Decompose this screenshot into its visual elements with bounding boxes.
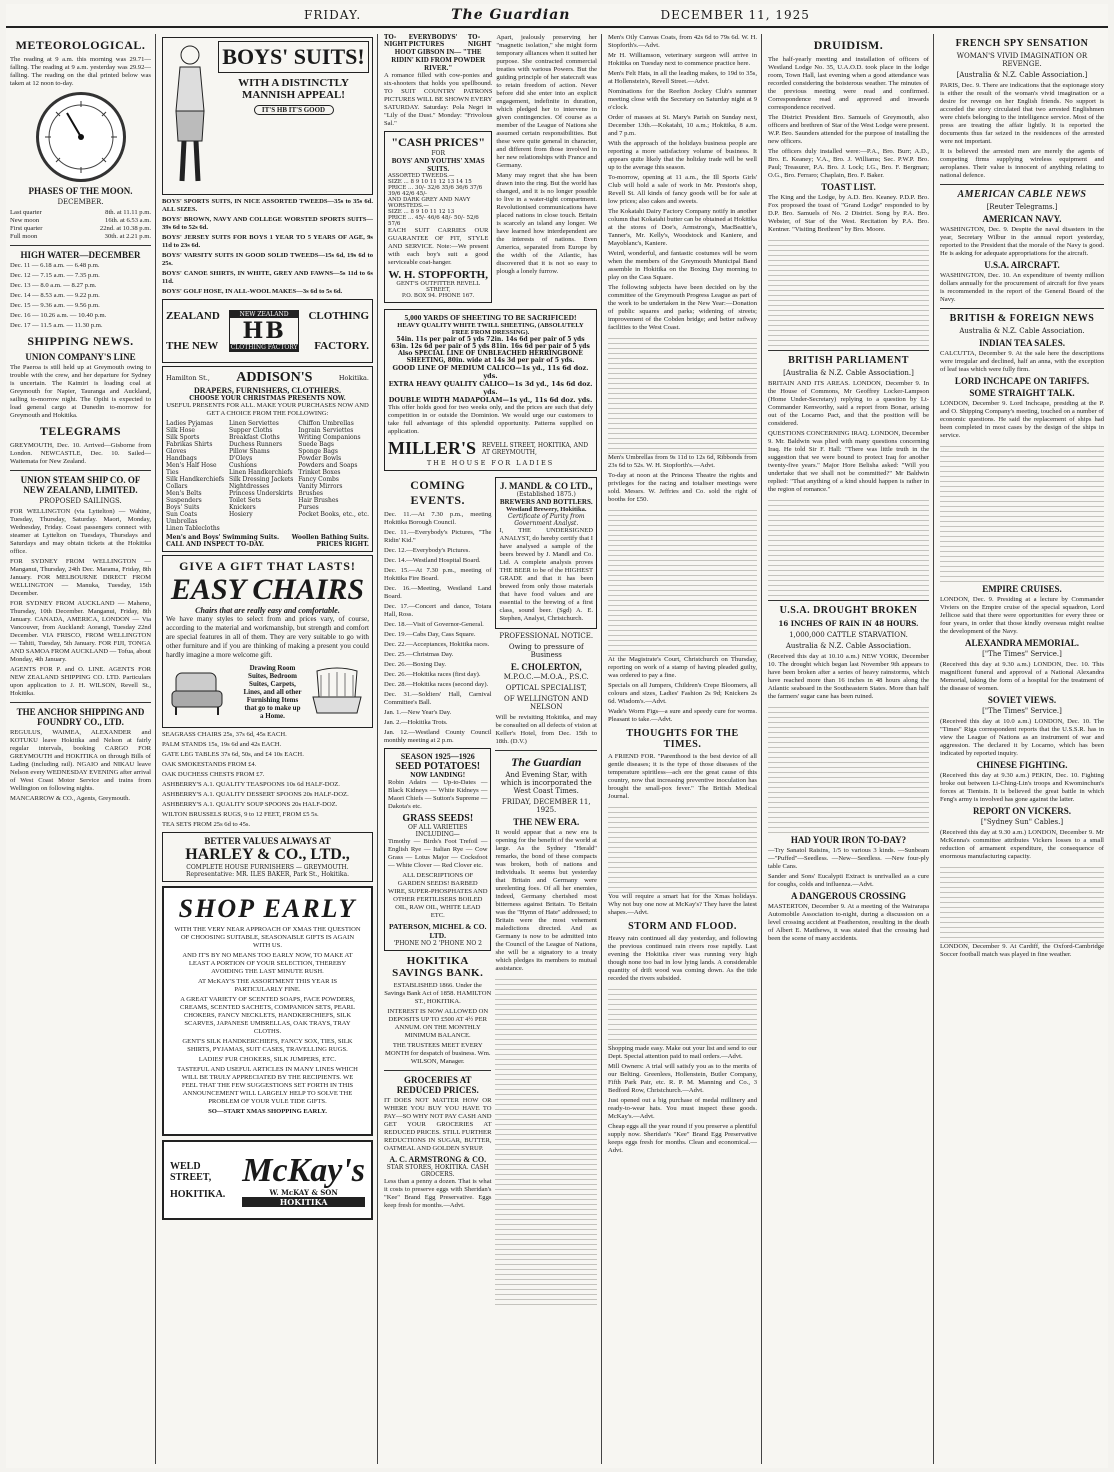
local-item: Mr H. Williamson, veterinary surgeon will arrive in Hokitika on Tuesday next to commence practice here. <box>608 52 757 67</box>
chairs-price: ASHBERRY'S A.1. QUALITY SOUP SPOONS 20s HALF-DOZ. <box>162 801 338 808</box>
storm-text: Heavy rain continued all day yesterday, and following the previous continued rain rivers rose rapidly. Last evening the Hokitika river was running very high though none too bad in low lying lands. A considerable quantity of drift wood was coming down. As the tide receded the rivers subsided. <box>608 935 757 982</box>
boys-item: BOYS' BROWN, NAVY AND COLLEGE WORSTED SPORTS SUITS—39s 6d to 52s 6d. <box>162 216 373 231</box>
local-item: The Kokatahi Dairy Factory Company notify in another column that Kokatahi butter can be obtained at Hokitika at the stores of Doe's, Armstrong's, MacBeattie's, Tanner's, Mr. Kelly's, Woodstock and Kaniere, and Mayoblanc's, Kaniere. <box>608 208 757 247</box>
event-item: Jan. 2.—Hokitika Trots. <box>384 719 448 726</box>
anchor-text: REGULUS, WAIMEA, ALEXANDER and KOTUKU leave Hokitika and Nelson at fairly regular intervals, booking CARGO FOR GREYMOUTH and HOKITIKA on through Bills of Lading (including rail). NGAIO and NIKAU leave Nelson every WEDNESDAY EVENING after arrival of West Coast Motor Service and trains from Wellington on following nights. <box>10 729 151 792</box>
event-item: Dec. 22.—Acceptances, Hokitika races. <box>384 641 490 648</box>
shop-item: LADIES' FUR CHOKERS, SILK JUMPERS, ETC. <box>198 1056 337 1063</box>
easy-chairs-ad: GIVE A GIFT THAT LASTS! EASY CHAIRS Chairs that are really easy and comfortable. We have many styles to select from and prices vary, of course, according to the material and workmanship, but strength and comfort are special features in all of them. They are very suitable to go with other furniture and if you are thinking of making a present you could hardly imagine a more welcome gift. Drawing Room Suites, Bedroom Suites, Carpets, Lines, and all other Furnishing Items that go to make up a Home. <box>162 555 373 728</box>
event-item: Dec. 17.—Concert and dance, Totara Hall, Ross. <box>384 603 492 618</box>
column-2 <box>158 34 378 1464</box>
jmandl-ad: J. MANDL & CO LTD., (Established 1875.) BREWERS AND BOTTLERS. Westland Brewery, Hokitika. Certificate of Purity from Government Analyst. I, THE UNDERSIGNED ANALYST, do hereby certify that I have analysed a sample of the beers brewed by J. Mandl and Co. Ltd. A complete analysis proves THE BEER to be of the HIGHEST GRADE and that it has been brewed from only those materials that have food values and are essential to the brewing of a first class, sound beer. (Sgd) A. E. Stephen, Analyst, Christchurch. <box>495 477 597 629</box>
local-item: Nominations for the Reefton Jockey Club's summer meeting close with the Secretary on Saturday night at 9 o'clock. <box>608 88 757 111</box>
british-parliament-heading: BRITISH PARLIAMENT <box>788 355 909 366</box>
boys-item: BOYS' VARSITY SUITS IN GOOD SOLID TWEEDS—15s 6d, 19s 6d to 25s. <box>162 252 373 267</box>
crossing-heading: A DANGEROUS CROSSING <box>790 891 907 901</box>
shop-early-ad <box>162 886 373 1136</box>
hb-left-text-2: THE NEW <box>166 340 219 352</box>
parliament-continued-text <box>768 496 929 596</box>
chairs-price: GATE LEG TABLES 37s 6d, 50s, and £4 10s EACH. <box>162 751 304 758</box>
high-water-row: Dec. 12 — 7.15 a.m. — 7.35 p.m. <box>10 272 100 279</box>
drought-continued-text <box>768 703 929 833</box>
chairs-price: WILTON BRUSSELS RUGS, 9 to 12 FEET, FROM £5 5s. <box>162 811 319 818</box>
masthead-date: DECEMBER 11, 1925 <box>660 8 810 22</box>
vickers-continued-text <box>940 863 1104 943</box>
sydney-sailings-text: FOR SYDNEY FROM WELLINGTON — Manganui, Thursday, 24th Dec. Marama, Friday, 8th January. FOR MELBOURNE DIRECT FROM WELLINGTON — Manuka, Tuesday, 15th December. <box>10 558 151 597</box>
stopforth-name: W. H. STOPFORTH, <box>388 269 488 281</box>
easy-chairs-title: EASY CHAIRS <box>170 573 365 606</box>
shop-item: AT McKAY'S THE ASSORTMENT THIS YEAR IS PARTICULARLY FINE. <box>197 978 338 993</box>
high-water-heading: HIGH WATER—DECEMBER <box>20 250 141 260</box>
harley-ad: BETTER VALUES ALWAYS AT HARLEY & CO., LTD., COMPLETE HOUSE FURNISHERS — GREYMOUTH. Representative: MR. ILES BAKER, Park St., Hokitika. <box>162 832 373 882</box>
boys-suits-title: BOYS' SUITS! <box>218 41 369 73</box>
moon-row: Full moon 30th. at 2.21 p.m. <box>10 233 151 240</box>
thoughts-text: A FRIEND FOR. "Parenthood is the best device of all gentle diseases; it is the type of those diseases of the temperature spiritless—ach ere the great cause of this country, now that increasing preventive inoculation has brought the small-pox fever." The British Medical Journal. <box>608 753 757 800</box>
article-text: Apart, jealously preserving her "magnetic isolation," she might form temporary alliances when it suited her purpose. She contracted commercial treaties with various Powers. But the guiding principle of her statecraft was to retain freedom of action. Never before did she enter into an explicit engagement, indefinite in duration, which pledged her to intervene in given contingencies. Of course as a member of the League of Nations she assumed certain responsibilities. But these were quite general in character, and different from those involved in her new relationships with France and Germany. <box>496 34 597 169</box>
chairs-price: SEAGRASS CHAIRS 25s, 37s 6d, 45s EACH. <box>162 731 287 738</box>
boys-item: BOYS' GOLF HOSE, IN ALL-WOOL MAKES—3s 6d to 5s 6d. <box>162 288 343 295</box>
high-water-row: Dec. 13 — 8.0 a.m. — 8.27 p.m. <box>10 282 97 289</box>
inchcape-continued-text <box>940 442 1104 582</box>
mckays-logo: McKay's <box>242 1151 365 1189</box>
local-column-text <box>608 506 757 656</box>
event-item: Dec. 16.—Meeting, Westland Land Board. <box>384 585 492 600</box>
shipping-heading: SHIPPING NEWS. <box>27 334 134 348</box>
jmandl-name: J. MANDL & CO LTD., <box>500 481 593 491</box>
event-item: Dec. 14.—Westland Hospital Board. <box>384 557 481 564</box>
chairs-price: ASHBERRY'S A.1. QUALITY DESSERT SPOONS 20s HALF-DOZ. <box>162 791 349 798</box>
boy-figure-icon <box>166 41 214 191</box>
high-water-row: Dec. 14 — 8.53 a.m. — 9.22 p.m. <box>10 292 100 299</box>
high-water-row: Dec. 17 — 11.5 a.m. — 11.30 p.m. <box>10 322 103 329</box>
meteorological-heading: METEOROLOGICAL. <box>15 38 146 52</box>
local-item: Weird, wonderful, and fantastic costumes will be worn when the members of the Greymouth Municipal Band assemble in Hokitika on the Boxing Day morning to play on the Cass Square. <box>608 250 757 281</box>
boys-suits-ad <box>162 37 373 195</box>
anchor-heading: THE ANCHOR SHIPPING AND FOUNDRY CO., LTD. <box>16 707 145 727</box>
column-5: DRUIDISM. The half-yearly meeting and installation of officers of Westland Lodge No. 35, U.A.O.D. took place in the lodge room, Town Hall, last evening when a good attendance was recorded considering the boisterous weather. The minutes of the previous meeting were read and confirmed. Correspondence read and approved and inwards correspondence received. The District President Bro. Samuels of Greymouth, also officers and brethren of Star of the West Lodge were present. W.P. Bro. Saunders attended for the purpose of installing the new officers. The officers duly installed were:—P.A., Bro. Burr; A.D., Bro. E. Keaney; V.A., Bro. J. Williams; Sec. P.W.P. Bro. Paul; Treasurer, P.A. Bro. J. Lock; I.G., Bro. F. Bergman; O.G., Bro. Ferraro; Chaplain, Bro. F. Baker. TOAST LIST. The King and the Lodge, by A.D. Bro. Keaney. P.D.P. Bro. Fox proposed the toast of "Grand Lodge" responded to by D.P. Bro. Samuels of No. 2 District. Song by P.A. Bro. Webster, of Star of the West. Recitation by P.A. Bro. Kentner. "Visiting Brethren" by Bro. Moore. BRITISH PARLIAMENT [Australia & N.Z. Cable Association.] BRITAIN AND ITS AREAS. LONDON, December 9. In the House of Commons, Mr Geoffrey Locker-Lampson (Home Under-Secretary) replying to a question by Lt-Commander Kenworthy, said a report from Bonar, arising out of the Locarno Pact, and that the position will be considered. QUESTIONS CONCERNING IRAQ. LONDON, December 9. Mr. Baldwin was plied with many questions concerning Iraq. He told Sir F. Hall: "There was little truth in the suggestion that we were bound to protect Iraq for another twenty-five years." Major Hore Belisha asked: "Will you undertake that we shall not be committed?" Mr Baldwin replied: "That anything of a kind should happen is rather in the region of romance." U.S.A. DROUGHT BROKEN 16 INCHES OF RAIN IN 48 HOURS. 1,000,000 CATTLE STARVATION. Australia & N.Z. Cable Association. (Received this day at 10.10 a.m.) NEW YORK, December 10. The drought which began last November 9th appears to have been broken after a series of heavy rainstorms, which have reached more than 16 inches in 48 hours along the Atlantic seaboard in the Southeastern States. More than half the farmers' sugar cane has been ruined. HAD YOUR IRON TO-DAY? —Try Sanatol Raisins, 1/5 to various 3 kinds. —Sunbeam—"Puffed"—Seedless. —New—Seedless. —New four-ply table Cans. Sander and Sons' Eucalypti Extract is unrivalled as a cure for coughs, colds and influenza.—Advt. A DANGEROUS CROSSING MASTERTON, December 9. At a meeting of the Wairarapa Automobile Association to-night, during a discussion on a level crossing accident at Featherston, resulting in the death of Albert E. Matthews, it was stated that the crossing had been the scene of many accidents. <box>764 34 934 1464</box>
auckland-sailings-text: FOR SYDNEY FROM AUCKLAND — Maheno, Thursday, 10th December. Manganui, Friday, 8th January. CANADA, AMERICA, LONDON — Via Vancouver, from Auckland: Aorangi, Tuesday 22nd December. VIA FRISCO, FROM WELLINGTON — Tahiti, Tuesday, 5th January. FOR FIJI, TONGA AND SAMOA FROM AUCKLAND — Tofua, about Monday, 4th January. <box>10 600 152 663</box>
moon-row: Last quarter 8th. at 11.11 p.m. <box>10 209 151 216</box>
event-item: Dec. 28.—Hokitika races (second day). <box>384 681 489 688</box>
savings-bank-heading: HOKITIKA SAVINGS BANK. <box>392 955 484 979</box>
druidism-heading: DRUIDISM. <box>813 38 884 52</box>
moon-row: First quarter 22nd. at 10.38 p.m. <box>10 225 151 232</box>
addisons-name: ADDISON'S <box>236 370 313 385</box>
editorial-heading: THE NEW ERA. <box>513 817 580 827</box>
column-6: FRENCH SPY SENSATION WOMAN'S VIVID IMAGINATION OR REVENGE. [Australia & N.Z. Cable Association.] PARIS, Dec. 9. There are indications that the espionage story is either the result of the woman's vivid imagination or a desire for revenge on her English friends. No support is accorded the story circulated that two arrested Englishmen were chiefs belonging to the intelligence service. Most of the press are treating the affair lightly. It is reported the documents thus far seized in the residences of the arrested were not important. It is believed the arrested men are merely the agents of competing firms supplying wireless equipment and aeroplanes. Their value is innocent of anything relating to national defence. AMERICAN CABLE NEWS [Reuter Telegrams.] AMERICAN NAVY. WASHINGTON, Dec. 9. Despite the naval disasters in the year, Secretary Wilbur in the annual report yesterday, reported to the President that the morale of the Navy is good. He is asking for adequate appropriations for the aircraft. U.S.A. AIRCRAFT. WASHINGTON, Dec. 10. An expenditure of twenty million dollars annually for the procurement of aircraft for five years is recommended in the report of the General Board of the Navy. BRITISH & FOREIGN NEWS Australia & N.Z. Cable Association. INDIAN TEA SALES. CALCUTTA, December 9. At the sale here the descriptions were irregular and declined, half an anna, with the exception of leaf teas which were fully firm. LORD INCHCAPE ON TARIFFS. SOME STRAIGHT TALK. LONDON, December 9. Lord Inchcape, presiding at the P. and O. Shipping Company's meeting, touched on a number of economic questions. He said the replacement of ships had been completed in most cases by the design of the ships in service. EMPIRE CRUISES. LONDON, Dec. 9. Presiding at a lecture by Commander Viviers on the Empire cruise of the special squadron, Lord Jellicoe said that there were opportunities for every three or four years, in order that those kindly overseas might realise the development of the Navy. ALEXANDRA MEMORIAL. ["The Times" Service.] (Received this day at 9.30 a.m.) LONDON, Dec. 10. This magnificent funeral and approval of a National Alexandra Memorial, taking the form of a hospital for the treatment of the disease of women. SOVIET VIEWS. ["The Times" Service.] (Received this day at 10.0 a.m.) LONDON, Dec. 10. The "Times" Riga correspondent reports that the U.S.S.R. has in view the League of Nations as an instrument of war and aggression. The declared it by Locarno, which has been indicated by reported inquiry. CHINESE FIGHTING. (Received this day at 9.30 a.m.) PEKIN, Dec. 10. Fighting broke out between Li-Ching-Lin's troops and Kwominchun's forces at Tientsin. It is believed the great battle in which Feng's army is involved has gone against the latter. REPORT ON VICKERS. ["Sydney Sun" Cables.] (Received this day at 9.30 a.m.) LONDON, December 9. Mr McKenna's committee attributes Vickers losses to a small reduction of armament expenditure, the consequence of enormous manufacturing capacity. LONDON, December 9. At Cardiff, the Oxford-Cambridge Soccer football match was played in fine weather. <box>940 38 1104 958</box>
moon-table <box>10 209 151 241</box>
chairs-price: ASHBERRY'S A.1. QUALITY TEASPOONS 10s 6d HALF-DOZ. <box>162 781 340 788</box>
local-item: Mill Owners: A trial will satisfy you as to the merits of our Belting. Greenlees, Hollenstein, Butler Company, Fifth Park Pair, etc. R. P. M. Manning and Co., 3 Bedford Row, Christchurch.—Advt. <box>608 1063 757 1094</box>
local-item: Cheap eggs all the year round if you preserve a plentiful supply now. Sheridan's "Kee" Brand Egg Preservative keeps eggs fresh for months. Clean and economical.—Advt. <box>608 1123 757 1154</box>
event-item: Dec. 12.—Everybody's Pictures. <box>384 547 470 554</box>
event-item: Dec. 15.—At 7.30 p.m., meeting of Hokitika Fire Board. <box>384 567 492 582</box>
mancarrow-text: MANCARROW & CO., Agents, Greymouth. <box>10 795 131 802</box>
local-item: Order of masses at St. Mary's Parish on Sunday next, December 13th.—Kokatahi, 10 a.m.; Hokitika, 8 a.m. and 7 p.m. <box>608 114 757 137</box>
shop-item: GENT'S SILK HANDKERCHIEFS, FANCY SOX, TIES, SILK SHIRTS, PYJAMAS, SUIT CASES, TRAVELLING RUGS. <box>182 1038 353 1053</box>
masthead-day: FRIDAY. <box>304 8 362 22</box>
storm-heading: STORM AND FLOOD. <box>628 921 737 932</box>
event-item: Jan. 1.—New Year's Day. <box>384 709 452 716</box>
moon-month: DECEMBER. <box>57 198 104 206</box>
column-3: TO-NIGHT EVERYBODYS' PICTURES TO-NIGHT HOOT GIBSON IN— "THE RIDIN' KID FROM POWDER RIVER." A romance filled with cow-ponies and six-shooters that holds you spellbound. TO SUIT COUNTRY PATRONS PICTURES WILL BE SHOWN EVERY SATURDAY. Saturday: Pola Negri in "Lily of the Dust." Monday: "Frivolous Sal." "CASH PRICES" FOR BOYS' AND YOUTHS' XMAS SUITS. ASSORTED TWEEDS.— SIZE ... 8 9 10 11 12 13 14 15 PRICE ... 30/- 32/6 35/6 36/6 37/6 39/6 42/6 45/- AND DARK GREY AND NAVY WORSTEDS.— SIZE ... 8 9 10 11 12 13 PRICE ... 45/- 46/6 48/- 50/- 52/6 57/6 EACH SUIT CARRIES OUR GUARANTEE OF FIT, STYLE AND SERVICE. Note:—We present with each boy's suit a good serviceable coat-hanger. W. H. STOPFORTH, GENT'S OUTFITTER REVELL STREET, P.O. BOX 94. PHONE 167. Apart, jealously preserving her "magnetic isolation," she might form temporary alliances when it suited her purpose. She contracted commercial treaties with various Powers. But the guiding principle of her statecraft was to retain freedom of action. Never before did she enter into an explicit engagement, indefinite in duration, which pledged her to intervene in given contingencies. Of course as a member of the League of Nations she assumed certain responsibilities. But these were quite general in character, and different from those involved in her new relationships with France and Germany. Many may regret that she has been drawn into the ring. But the world has changed, and it is no longer possible to live in a water-tight compartment. Revolutionised communications have placed nations in close touch. Britain is scarcely an island any longer. We have learned how interdependent are the interests of nations. Even America, separated from Europe by the width of the Atlantic, has discovered that it is not so easy to plough a lonely furrow. 5,000 YARDS OF SHEETING TO BE SACRIFICED! HEAVY QUALITY WHITE TWILL SHEETING, (ABSOLUTELY FREE FROM DRESSING). 54in. 11s per pair of 5 yds 72in. 14s 6d per pair of 5 yds 63in. 12s 6d per pair of 5 yds 81in. 16s 6d per pair of 5 yds Also SPECIAL LINE OF UNBLEACHED HERRINGBONE SHEETING, 80in. wide at 14s 3d per pair of 5 yds. GOOD LINE OF MEDIUM CALICO—1s yd., 11s 6d doz. yds. EXTRA HEAVY QUALITY CALICO—1s 3d yd., 14s 6d doz. yds. DOUBLE WIDTH MADAPOLAM—1s yd., 11s 6d doz. yds. This offer holds good for two weeks only, and the prices are such that defy competition in or outside the Dominion. We would urge our customers to take full advantage of this splendid opportunity. Patterns supplied on application. MILLER'S REVELL STREET, HOKITIKA, AND AT GREYMOUTH, THE HOUSE FOR LADIES COMING EVENTS. Dec. 11.—At 7.30 p.m., meeting Hokitika Borough Council. Dec. 11.—Everybody's Pictures, "The Ridin' Kid." Dec. 12.—Everybody's Pictures. Dec. 14.—Westland Hospital Board. Dec. 15.—At 7.30 p.m., meeting of Hokitika Fire Board. Dec. 16.—Meeting, Westland Land Board. Dec. 17.—Concert and dance, Totara Hall, Ross. Dec. 18.—Visit of Governor-General. Dec. 19.—Cabs Day, Cass Square. Dec. 22.—Acceptances, Hokitika races. Dec. 25.—Christmas Day. Dec. 26.—Boxing Day. Dec. 26.—Hokitika races (first day). Dec. 28.—Hokitika races (second day). Dec. 31.—Soldiers' Hall, Carnival Committee's Ball. Jan. 1.—New Year's Day. Jan. 2.—Hokitika Trots. Jan. 12.—Westland County Council monthly meeting at 2 p.m. SEASON 1925—1926 SEED POTATOES! NOW LANDING! Robin Adairs — Up-to-Dates — Black Kidneys — White Kidneys — Maori Chiefs — Sutton's Supreme — Dakota's etc. GRASS SEEDS! OF ALL VARIETIES INCLUDING— Timothy — Birds's Foot Trefoil — English Rye — Italian Rye — Cow Grass — Lotus Major — Cocksfoot — White Clover — Red Clover etc. ALL DESCRIPTIONS OF GARDEN SEEDS! BARBED WIRE, SUPER-PHOSPHATES AND OTHER FERTILISERS BOILED OIL, RAW OIL, WHITE LEAD ETC. PATERSON, MICHEL & CO. LTD. 'PHONE NO 2 'PHONE NO 2 HOKITIKA SAVINGS BANK. ESTABLISHED 1866. Under the Savings Bank Act of 1858. HAMILTON ST., HOKITIKA. INTEREST IS NOW ALLOWED ON DEPOSITS UP TO £500 AT 4½ PER ANNUM. ON THE MONTHLY MINIMUM BALANCE. THE TRUSTEES MEET EVERY MONTH for despatch of business. Wm. WILSON, Manager. GROCERIES AT REDUCED PRICES. IT DOES NOT MATTER HOW OR WHERE YOU BUY YOU HAVE TO PAY—SO WHY NOT PAY CASH AND GET YOUR GROCERIES AT REDUCED PRICES. STILL FURTHER REDUCTIONS IN SUGAR, BUTTER, OATMEAL AND GOLDEN SYRUP. A. C. ARMSTRONG & CO. STAR STORES, HOKITIKA. CASH GROCERS. Less than a penny a dozen. That is what it costs to preserve eggs with Sheridan's "Kee" Brand Egg Preservative. Eggs keep fresh for months.—Advt. J. MANDL & CO LTD., (Established 1875.) BREWERS AND BOTTLERS. Westland Brewery, Hokitika. Certificate of Purity from Government Analyst. I, THE UNDERSIGNED ANALYST, do hereby certify that I have analysed a sample of the beers brewed by J. Mandl and Co. Ltd. A complete analysis proves THE BEER to be of the HIGHEST GRADE and that it has been brewed from only those materials that have food values and are essential to the brewing of a first class, sound beer. (Sgd) A. E. Stephen, Analyst, Christchurch. PROFESSIONAL NOTICE. Owing to pressure of Business E. CHOLERTON, M.P.O.C.—M.O.A., P.S.C. OPTICAL SPECIALIST, OF WELLINGTON AND NELSON Will be revisiting Hokitika, and may be consulted on all defects of vision at Keller's Hotel, from Dec. 15th to 18th. (D.V.) The Guardian And Evening Star, with which is incorporated the West Coast Times. FRIDAY, DECEMBER 11, 1925. THE NEW ERA. It would appear that a new era is opening for the benefit of the world at large. As the Sydney "Herald" remarks, the bond of these compacts was broken, both of nations and individuals. It seems but yesterday that Britain and Germany were unrelenting foes. Of all her enemies, indeed, Germany cherished most bitterness against Britain. To Britain was the "Hymn of Hate" addressed; to Britain were the most vehement maledictions directed. And as Germany is now to be admitted into the Council of the League of Nations, she will be a signatory to a treaty which pledges its members to mutual assistance. <box>380 34 602 1464</box>
event-item: Jan. 12.—Westland County Council monthly meeting at 2 p.m. <box>384 729 492 744</box>
iron-heading: HAD YOUR IRON TO-DAY? <box>790 835 907 845</box>
union-company-text: FOR WELLINGTON (via Lyttelton) — Wahine, Tuesday, Thursday, Saturday. Maori, Monday, Wednesday, Friday. Coast passengers connect with steamer at Lyttelton on Tuesdays, Thursdays and Saturdays and may obtain tickets at the Hokitika office. <box>10 508 151 555</box>
local-item: Men's Felt Hats, in all the leading makes, to 19d to 35s, at Hollenstein's, Revell Street.—Advt. <box>608 70 757 85</box>
drought-heading: U.S.A. DROUGHT BROKEN <box>779 605 918 616</box>
harley-name: HARLEY & CO., LTD., <box>185 846 350 863</box>
gift-heading: GIVE A GIFT THAT LASTS! <box>179 559 356 573</box>
shop-item: TASTEFUL AND USEFUL ARTICLES IN MANY LINES WHICH WILL BE TRULY APPRECIATED BY THE RECIPIENTS. WE FEEL THAT THE FEW SUGGESTIONS SET FORTH IN THIS ANNOUNCEMENT WILL LARGELY HELP TO SOLVE THE PROBLEM OF YOUR YULE TIDE GIFTS. <box>177 1066 358 1105</box>
chairs-price: PALM STANDS 15s, 19s 6d and 42s EACH. <box>162 741 282 748</box>
paterson-name: PATERSON, MICHEL & CO. LTD. <box>389 922 487 940</box>
local-item: Men's Umbrellas from 9s 11d to 12s 6d, Ribbonds from 23s 6d to 52s. W. H. Stopforth's.—Advt. <box>608 454 757 469</box>
local-item: Just opened out a big purchase of medal millinery and ready-to-wear hats. You must inspect these goods. McKay's.—Advt. <box>608 1097 757 1120</box>
armchair-icon <box>168 667 238 717</box>
local-item: Specials on all Jumpers, Children's Crepe Bloomers, all colours and sizes, Ladies' Fashion 2s 9d; Knickers 2s 6d. Wisdom's.—Advt. <box>608 682 757 705</box>
local-item: To-day at noon at the Princess Theatre the rights and privileges for the racing and totaliser meetings were sold. Messrs. W. Jeffries and Co. sold the right of booths for £50. <box>608 472 757 503</box>
editorial-text: It would appear that a new era is opening for the benefit of the world at large. As the Sydney "Herald" remarks, the bond of these compacts was broken, both of nations and individuals. It seems but yesterday that Britain and Germany were unrelenting foes. Of all her enemies, indeed, Germany cherished most bitterness against Britain. To Britain was the "Hymn of Hate" addressed; to Britain were the most vehement maledictions directed. And as Germany is now to be admitted into the Council of the League of Nations, she will be a signatory to a treaty which pledges its members to mutual assistance. <box>495 829 597 972</box>
column-4 <box>604 34 762 1464</box>
chairs-price: OAK SMOKESTANDS FROM £4. <box>162 761 257 768</box>
moon-row: New moon 16th. at 6.53 a.m. <box>10 217 151 224</box>
event-item: Dec. 26.—Boxing Day. <box>384 661 447 668</box>
high-water-row: Dec. 15 — 9.36 a.m. — 9.56 p.m. <box>10 302 100 309</box>
addisons-ad: Hamilton St., ADDISON'S Hokitika. DRAPERS, FURNISHERS, CLOTHIERS. CHOOSE YOUR CHRISTMAS PRESENTS NOW. USEFUL PRESENTS FOR ALL. MAKE YOUR PURCHASES NOW AND GET A CHOICE FROM THE FOLLOWING: Ladies Pyjamas Silk Hose Silk Sports Fabrikas Shirts Gloves Handbags Men's Half Hose Ties Silk Handkerchiefs Collars Men's Belts Suspenders Boys' Suits Sun Coats Umbrellas Linen Tablecloths Linen Serviettes Supper Cloths Breakfast Cloths Duchess Runners Pillow Shams D'Oleys Cushions Linen Handkerchiefs Silk Dressing Jackets Nightdresses Princess Underskirts Toilet Sets Knickers Hosiery Chiffon Umbrellas Ingrain Serviettes Writing Companions Suede Bags Sponge Bags Powder Bowls Powders and Soaps Trinket Boxes Fancy Combs Vanity Mirrors Brushes Hair Brushes Purses Pocket Books, etc., etc. Men's and Boys' Swimming Suits. Woollen Bathing Suits. CALL AND INSPECT TO-DAY. PRICES RIGHT. <box>162 366 373 552</box>
event-item: Dec. 18.—Visit of Governor-General. <box>384 621 484 628</box>
british-foreign-heading: BRITISH & FOREIGN NEWS <box>949 313 1095 324</box>
local-item: With the approach of the holidays business people are reporting a more satisfactory volume of business. It appears quite likely that the holiday trade will be well up to the average this season. <box>608 140 757 171</box>
shop-item: AND IT'S BY NO MEANS TOO EARLY NOW, TO MAKE AT LEAST A PORTION OF YOUR SELECTION, THEREBY AVOIDING THE LAST MINUTE RUSH. <box>182 952 353 975</box>
local-item: Wade's Worm Figs—a sure and speedy cure for worms. Pleasant to take.—Advt. <box>608 708 757 723</box>
toast-list-heading: TOAST LIST. <box>821 182 876 192</box>
hb-right-text: CLOTHING <box>308 310 369 322</box>
boys-item: BOYS' CANOE SHIRTS, IN WHITE, GREY AND FAWNS—5s 11d to 6s 11d. <box>162 270 373 285</box>
event-item: Dec. 31.—Soldiers' Hall, Carnival Committee's Ball. <box>384 691 492 706</box>
hb-clothing-ad <box>162 299 373 363</box>
event-item: Dec. 19.—Cabs Day, Cass Square. <box>384 631 476 638</box>
addisons-list: Ladies Pyjamas Silk Hose Silk Sports Fabrikas Shirts Gloves Handbags Men's Half Hose Ties Silk Handkerchiefs Collars Men's Belts Suspenders Boys' Suits Sun Coats Umbrellas Linen Tablecloths Linen Serviettes Supper Cloths Breakfast Cloths Duchess Runners Pillow Shams D'Oleys Cushions Linen Handkerchiefs Silk Dressing Jackets Nightdresses Princess Underskirts Toilet Sets Knickers Hosiery Chiffon Umbrellas Ingrain Serviettes Writing Companions Suede Bags Sponge Bags Powder Bowls Powders and Soaps Trinket Boxes Fancy Combs Vanity Mirrors Brushes Hair Brushes Purses Pocket Books, etc., etc. <box>166 420 369 532</box>
shipping-subheading: UNION COMPANY'S LINE <box>25 352 136 362</box>
boys-item: BOYS' JERSEY SUITS FOR BOYS 1 YEAR TO 5 YEARS OF AGE, 9s 11d to 23s 6d. <box>162 234 373 249</box>
high-water-row: Dec. 11 — 6.18 a.m. — 6.48 p.m. <box>10 262 100 269</box>
event-item: Dec. 26.—Hokitika races (first day). <box>384 671 481 678</box>
spy-heading: FRENCH SPY SENSATION <box>955 38 1089 49</box>
high-water-row: Dec. 16 — 10.26 a.m. — 10.40 p.m. <box>10 312 107 319</box>
hb-badge: IT'S HB IT'S GOOD <box>254 105 334 115</box>
telegrams-heading: TELEGRAMS <box>39 424 122 438</box>
union-company-sub: PROPOSED SAILINGS. <box>39 497 122 505</box>
masthead-title: The Guardian <box>451 7 571 23</box>
editorial-continued-text <box>495 975 597 1305</box>
barometer-dial-icon <box>36 92 126 182</box>
article-text: Many may regret that she has been drawn into the ring. But the world has changed, and it is no longer possible to live in a water-tight compartment. Revolutionised communications have placed nations in close touch. Britain is scarcely an island any longer. We have learned how interdependent are the interests of nations. Even America, separated from Europe by the width of the Atlantic, has discovered that it is not so easy to plough a lonely furrow. <box>496 172 597 275</box>
thoughts-continued-text <box>608 803 757 893</box>
event-item: Dec. 11.—At 7.30 p.m., meeting Hokitika Borough Council. <box>384 511 492 526</box>
cash-prices-ad: "CASH PRICES" FOR BOYS' AND YOUTHS' XMAS SUITS. ASSORTED TWEEDS.— SIZE ... 8 9 10 11 12 13 14 15 PRICE ... 30/- 32/6 35/6 36/6 37/6 39/6 42/6 45/- AND DARK GREY AND NAVY WORSTEDS.— SIZE ... 8 9 10 11 12 13 PRICE ... 45/- 46/6 48/- 50/- 52/6 57/6 EACH SUIT CARRIES OUR GUARANTEE OF FIT, STYLE AND SERVICE. Note:—We present with each boy's suit a good serviceable coat-hanger. W. H. STOPFORTH, GENT'S OUTFITTER REVELL STREET, P.O. BOX 94. PHONE 167. <box>384 131 492 303</box>
newspaper-page <box>6 4 1108 1468</box>
shop-item: WITH THE VERY NEAR APPROACH OF XMAS THE QUESTION OF CHOOSING SUITABLE, SEASONABLE GIFTS IS AGAIN WITH US. <box>174 926 361 949</box>
local-item: You will require a smart hat for the Xmas holidays. Why not buy one now at McKay's? They have the latest shapes.—Advt. <box>608 893 757 916</box>
event-item: Dec. 25.—Christmas Day. <box>384 651 454 658</box>
coming-events-heading: COMING EVENTS. <box>410 478 466 507</box>
american-cable-heading: AMERICAN CABLE NEWS <box>957 189 1087 200</box>
local-item: To-morrow, opening at 11 a.m., the Ill Sports Girls' Club will hold a sale of work in Mr. Preston's shop, Revell St. All kinds of fancy goods will be for sale at low prices; also cakes and sweets. <box>608 174 757 205</box>
boys-suits-subtitle: WITH A DISTINCTLY MANNISH APPEAL! <box>238 77 349 101</box>
local-column-text <box>608 334 757 454</box>
shipping-text: The Paeroa is still held up at Greymouth owing to trouble with the crew, and her departure for Sydney is uncertain. The Kaimiri is loading coal at Greymouth for Napier, Tauranga and Auckland, sailing to-morrow night. The Opihi is expected to load general cargo at Dunedin to-morrow for Greymouth and Hokitika. <box>10 364 151 419</box>
pictures-film: HOOT GIBSON IN— "THE RIDIN' KID FROM POWDER RIVER." <box>391 48 486 72</box>
local-item: Men's Oily Canvas Coats, from 42s 6d to 79s 6d. W. H. Stopforth's.—Advt. <box>608 34 757 49</box>
hb-logo: NEW ZEALAND HB CLOTHING FACTORY <box>230 311 298 351</box>
local-item: At the Magistrate's Court, Christchurch on Thursday, reporting on work of a stamp of having pleaded guilty, was ordered to pay a fine. <box>608 656 757 679</box>
local-item: The following subjects have been decided on by the committee of the Greymouth Progress League as part of the work to be undertaken in the New Year:—Donation of public squares and parks; widening of streets; improvement of the Cobden bridge; and better railway facilities to the West Coast. <box>608 284 757 331</box>
shop-item: A GREAT VARIETY OF SCENTED SOAPS, FACE POWDERS, CREAMS, SCENTED SACHETS, COMPANION SETS, PEARL CHOKERS, FANCY NECKLETS, HANDKERCHIEFS, SILK SCARVES, JAPANESE UMBRELLAS, OAK TRAYS, TRAY CLOTHS. <box>180 996 355 1035</box>
thoughts-heading: THOUGHTS FOR THE TIMES. <box>626 728 739 750</box>
agents-text: AGENTS FOR P. and O. LINE. AGENTS FOR NEW ZEALAND SHIPPING CO. LTD. Particulars upon application to J. H. WILSON, Revell St., Hokitika. <box>10 666 151 697</box>
shop-item: SO—START XMAS SHOPPING EARLY. <box>208 1108 327 1115</box>
millers-sheeting-ad: 5,000 YARDS OF SHEETING TO BE SACRIFICED! HEAVY QUALITY WHITE TWILL SHEETING, (ABSOLUTELY FREE FROM DRESSING). 54in. 11s per pair of 5 yds 72in. 14s 6d per pair of 5 yds 63in. 12s 6d per pair of 5 yds 81in. 16s 6d per pair of 5 yds Also SPECIAL LINE OF UNBLEACHED HERRINGBONE SHEETING, 80in. wide at 14s 3d per pair of 5 yds. GOOD LINE OF MEDIUM CALICO—1s yd., 11s 6d doz. yds. EXTRA HEAVY QUALITY CALICO—1s 3d yd., 14s 6d doz. yds. DOUBLE WIDTH MADAPOLAM—1s yd., 11s 6d doz. yds. This offer holds good for two weeks only, and the prices are such that defy competition in or outside the Dominion. We would urge our customers to take full advantage of this splendid opportunity. Patterns supplied on application. MILLER'S REVELL STREET, HOKITIKA, AND AT GREYMOUTH, THE HOUSE FOR LADIES <box>384 309 597 471</box>
storm-continued-text <box>608 985 757 1045</box>
shop-early-title: SHOP EARLY <box>178 894 357 923</box>
telegrams-text: GREYMOUTH, Dec. 10. Arrived—Gisborne from London. NEWCASTLE, Dec. 10. Sailed—Waitemata for New Zealand. <box>10 442 151 465</box>
cholerton-name: E. CHOLERTON, <box>510 662 582 672</box>
wicker-chair-icon <box>307 667 367 717</box>
hb-right-text-2: FACTORY. <box>314 340 369 352</box>
boys-item: BOYS' SPORTS SUITS, IN NICE ASSORTED TWEEDS—35s to 35s 6d. ALL SIZES. <box>162 198 373 213</box>
column-1 <box>6 34 156 1464</box>
union-company-heading: UNION STEAM SHIP CO. OF NEW ZEALAND, LIMITED. <box>20 475 141 495</box>
masthead <box>6 4 1108 28</box>
seed-potatoes-ad: SEASON 1925—1926 SEED POTATOES! NOW LANDING! Robin Adairs — Up-to-Dates — Black Kidneys — White Kidneys — Maori Chiefs — Sutton's Supreme — Dakota's etc. GRASS SEEDS! OF ALL VARIETIES INCLUDING— Timothy — Birds's Foot Trefoil — English Rye — Italian Rye — Cow Grass — Lotus Major — Cocksfoot — White Clover — Red Clover etc. ALL DESCRIPTIONS OF GARDEN SEEDS! BARBED WIRE, SUPER-PHOSPHATES AND OTHER FERTILISERS BOILED OIL, RAW OIL, WHITE LEAD ETC. PATERSON, MICHEL & CO. LTD. 'PHONE NO 2 'PHONE NO 2 <box>384 748 491 951</box>
druidism-continued-text <box>768 236 929 346</box>
chairs-price: TEA SETS FROM 25s 6d to 45s. <box>162 821 251 828</box>
moon-heading: PHASES OF THE MOON. <box>28 186 133 196</box>
millers-name: MILLER'S <box>388 438 477 458</box>
meteorological-text: The reading at 9 a.m. this morning was 29.71—falling. The reading at 9 a.m. yesterday was 29.92—falling. The reading on the dial printed below was taken at 12 noon to-day. <box>10 56 151 87</box>
mckays-ad: WELD STREET, HOKITIKA. McKay's W. McKAY & SON HOKITIKA <box>162 1140 373 1220</box>
event-item: Dec. 11.—Everybody's Pictures, "The Ridin' Kid." <box>384 529 492 544</box>
local-item: Shopping made easy. Make out your list and send to our Dept. Special attention paid to mail orders.—Advt. <box>608 1045 757 1060</box>
hb-left-text: ZEALAND <box>166 310 220 322</box>
armstrong-name: A. C. ARMSTRONG & CO. <box>389 1155 487 1164</box>
chairs-price: OAK DUCHESS CHESTS FROM £7. <box>162 771 265 778</box>
guardian-nameplate: The Guardian <box>511 755 582 769</box>
